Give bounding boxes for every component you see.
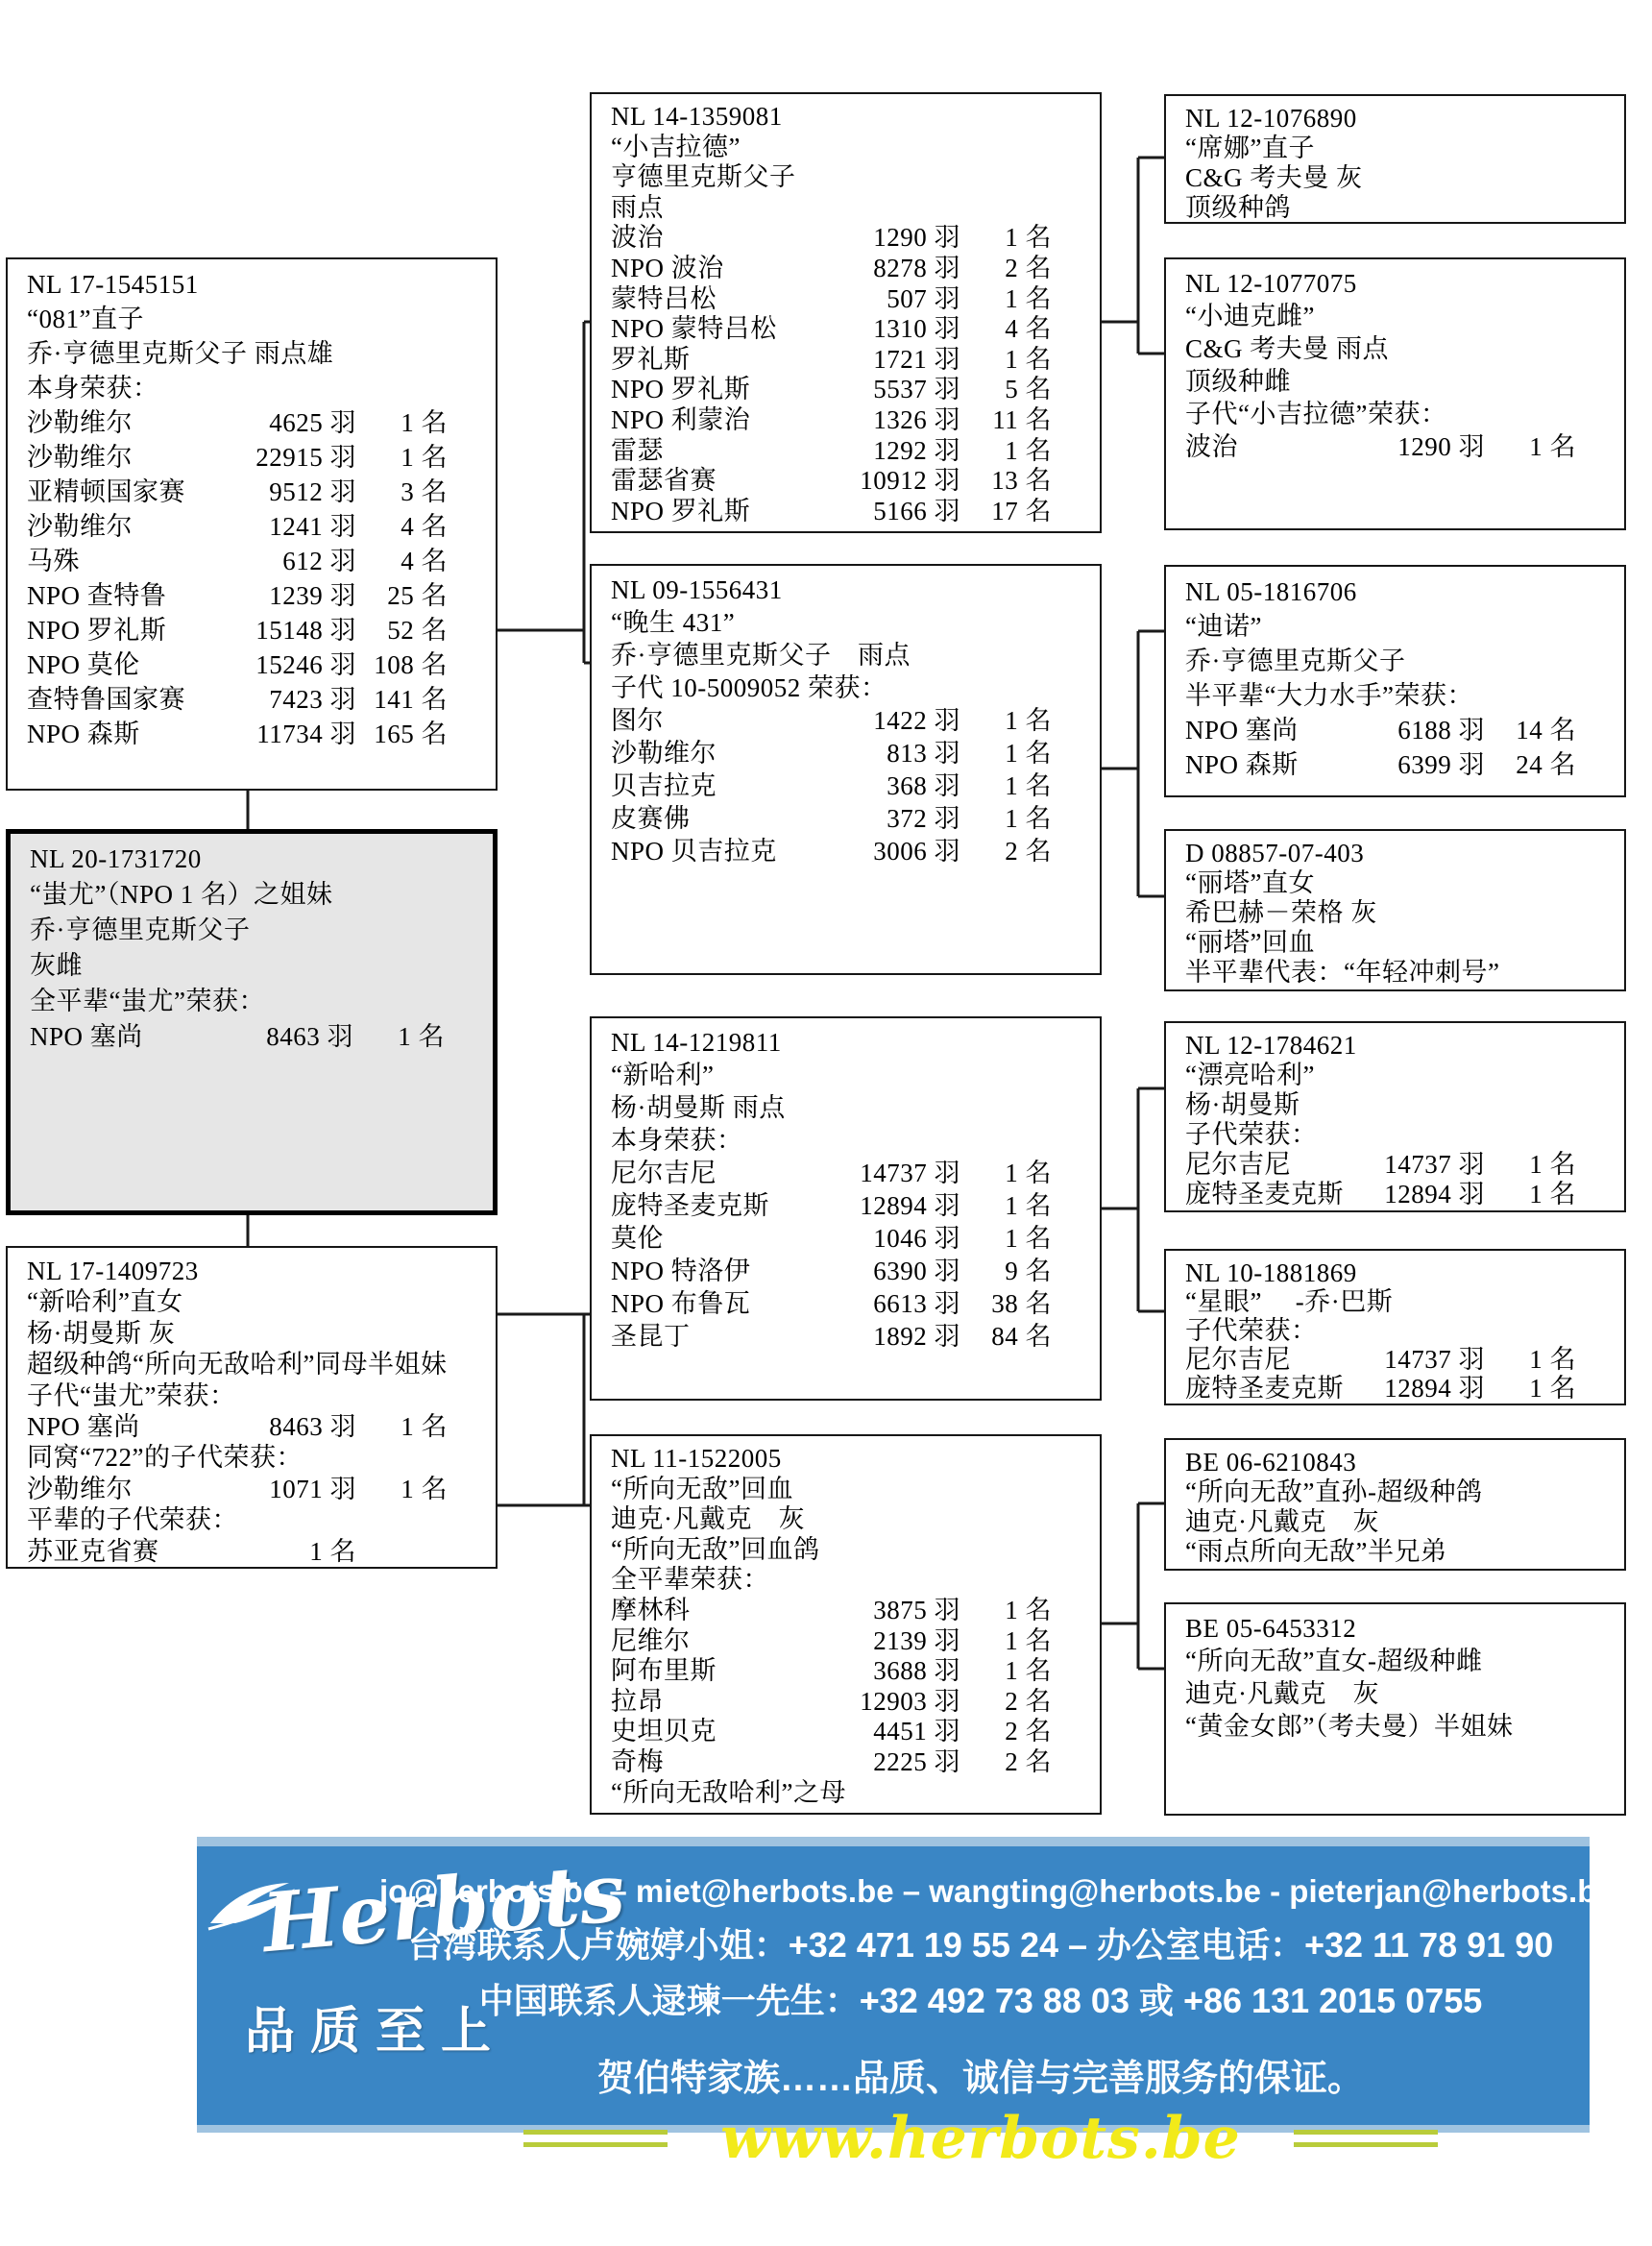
- race-name: 阿布里斯: [611, 1656, 717, 1686]
- race-name: NPO 蒙特吕松: [611, 314, 777, 344]
- race-rank: 108 名: [374, 650, 448, 679]
- race-rank: 141 名: [374, 685, 448, 714]
- race-name: 庞特圣麦克斯: [611, 1191, 769, 1220]
- race-birds: 3875 羽: [873, 1595, 960, 1624]
- race-name: 尼尔吉尼: [611, 1159, 717, 1187]
- race-birds: 9512 羽: [269, 477, 356, 506]
- race-birds: 12894 羽: [1384, 1374, 1485, 1403]
- box-text-line: 雨点: [611, 192, 664, 222]
- box-text-line: “小迪克雌”: [1185, 302, 1315, 330]
- race-name: 雷瑟省赛: [611, 466, 717, 496]
- race-name: 罗礼斯: [611, 344, 691, 374]
- race-name: NPO 塞尚: [27, 1412, 140, 1442]
- race-birds: 11734 羽: [256, 720, 356, 748]
- race-name: NPO 波治: [611, 253, 724, 282]
- box-text-line: 子代“蚩尤”荣获：: [27, 1380, 236, 1410]
- box-text-line: 迪克·凡戴克 灰: [1185, 1679, 1379, 1708]
- race-name: 沙勒维尔: [27, 443, 133, 472]
- race-rank: 165 名: [374, 720, 448, 748]
- race-name: 苏亚克省赛: [27, 1536, 159, 1566]
- race-result-row: [611, 1626, 1090, 1657]
- race-name: 史坦贝克: [611, 1717, 717, 1746]
- race-name: 摩林科: [611, 1595, 691, 1624]
- box-text-line: NL 20-1731720: [30, 844, 202, 873]
- race-rank: 1 名: [1529, 1180, 1576, 1208]
- race-rank: 4 名: [1005, 314, 1052, 344]
- race-result-row: [611, 375, 1090, 405]
- race-name: 圣昆丁: [611, 1322, 691, 1351]
- race-result-row: [611, 1747, 1090, 1778]
- box-text-line: 子代荣获：: [1185, 1316, 1318, 1345]
- box-text-line: 迪克·凡戴克 灰: [1185, 1507, 1379, 1536]
- race-name: NPO 贝吉拉克: [611, 837, 777, 866]
- race-birds: 15246 羽: [255, 650, 356, 679]
- race-rank: 1 名: [1005, 435, 1052, 465]
- box-text-line: “丽塔”回血: [1185, 928, 1315, 957]
- box-text-line: “漂亮哈利”: [1185, 1061, 1315, 1089]
- race-birds: 14737 羽: [1384, 1345, 1485, 1374]
- race-birds: 12894 羽: [860, 1191, 960, 1220]
- race-rank: 1 名: [1005, 706, 1052, 735]
- race-name: 马殊: [27, 547, 80, 575]
- box-text-line: 亨德里克斯父子: [611, 162, 796, 192]
- website-row: [379, 2105, 1582, 2172]
- box-text-line: 杨·胡曼斯 雨点: [611, 1093, 786, 1122]
- race-rank: 14 名: [1516, 716, 1576, 745]
- race-birds: 1241 羽: [269, 512, 356, 541]
- race-result-row: [27, 647, 486, 682]
- race-rank: 1 名: [1005, 739, 1052, 768]
- race-birds: 5537 羽: [873, 375, 960, 404]
- race-name: 蒙特吕松: [611, 283, 717, 313]
- pedigree-box-R6: [1164, 1249, 1626, 1405]
- box-text-line: NL 14-1219811: [611, 1028, 782, 1057]
- box-text-line: NL 17-1409723: [27, 1257, 199, 1285]
- race-result-row: [611, 769, 1090, 802]
- banner-contact-taiwan: 台湾联系人卢婉婷小姐：+32 471 19 55 24 – 办公室电话：+32 11 78 91 90: [407, 1925, 1554, 1965]
- pedigree-box-M4: [590, 1434, 1102, 1815]
- pedigree-box-R3: [1164, 565, 1626, 797]
- race-birds: 10912 羽: [860, 466, 960, 496]
- race-birds: 3688 羽: [873, 1656, 960, 1686]
- race-rank: 13 名: [991, 466, 1052, 496]
- box-text-line: 同窝“722”的子代荣获：: [27, 1443, 303, 1473]
- race-name: 查特鲁国家赛: [27, 685, 185, 714]
- race-birds: 1071 羽: [269, 1474, 356, 1503]
- race-birds: 8463 羽: [269, 1412, 356, 1442]
- box-text-line: “黄金女郎”（考夫曼）半姐妹: [1185, 1712, 1514, 1741]
- race-result-row: [611, 704, 1090, 737]
- box-text-line: D 08857-07-403: [1185, 839, 1365, 867]
- box-text-line: NL 12-1076890: [1185, 104, 1357, 133]
- race-rank: 1 名: [401, 443, 448, 472]
- race-result-row: [611, 466, 1090, 497]
- double-line-left-icon: [523, 2130, 668, 2147]
- box-text-line: 子代“小吉拉德”荣获：: [1185, 400, 1447, 428]
- race-rank: 38 名: [991, 1289, 1052, 1318]
- pedigree-box-L3: [6, 1246, 498, 1569]
- box-text-line: “蚩尤”（NPO 1 名）之姐妹: [30, 880, 333, 909]
- race-result-row: [27, 682, 486, 717]
- race-rank: 1 名: [401, 1412, 448, 1442]
- race-rank: 1 名: [1005, 283, 1052, 313]
- race-birds: 1721 羽: [873, 344, 960, 374]
- herbots-banner: [197, 1837, 1615, 2172]
- box-text-line: 杨·胡曼斯: [1185, 1090, 1300, 1119]
- race-result-row: [611, 1255, 1090, 1287]
- race-name: NPO 查特鲁: [27, 581, 167, 610]
- race-name: 亚精顿国家赛: [27, 477, 185, 506]
- race-rank: 4 名: [401, 547, 448, 575]
- race-result-row: [611, 1687, 1090, 1718]
- race-name: NPO 罗礼斯: [27, 616, 167, 645]
- race-birds: 1290 羽: [1397, 432, 1485, 461]
- box-text-line: 子代 10-5009052 荣获：: [611, 673, 887, 702]
- pedigree-box-M1: [590, 92, 1102, 533]
- race-birds: 1292 羽: [873, 435, 960, 465]
- race-result-row: [27, 613, 486, 647]
- box-text-line: 乔·亨德里克斯父子: [30, 915, 251, 944]
- race-name: NPO 森斯: [1185, 750, 1299, 779]
- box-text-line: 迪克·凡戴克 灰: [611, 1504, 805, 1534]
- race-result-row: [611, 254, 1090, 284]
- race-name: 庞特圣麦克斯: [1185, 1374, 1344, 1403]
- race-birds: 8463 羽: [266, 1022, 353, 1051]
- box-text-line: “雨点所向无敌”半兄弟: [1185, 1537, 1447, 1566]
- race-rank: 1 名: [1005, 1159, 1052, 1187]
- race-birds: 14737 羽: [860, 1159, 960, 1187]
- race-birds: 6613 羽: [873, 1289, 960, 1318]
- race-result-row: [611, 284, 1090, 315]
- race-result-row: [1185, 747, 1615, 782]
- box-text-line: “星眼” -乔·巴斯: [1185, 1287, 1394, 1316]
- race-birds: 6390 羽: [873, 1257, 960, 1285]
- race-birds: 7423 羽: [269, 685, 356, 714]
- box-text-line: 乔·亨德里克斯父子 雨点雄: [27, 339, 334, 368]
- race-name: 沙勒维尔: [27, 408, 133, 437]
- race-result-row: [1185, 713, 1615, 747]
- race-name: 尼维尔: [611, 1625, 691, 1655]
- race-rank: 1 名: [1005, 1191, 1052, 1220]
- race-name: 沙勒维尔: [27, 1474, 133, 1503]
- race-result-row: [1185, 1180, 1615, 1209]
- race-name: 尼尔吉尼: [1185, 1345, 1291, 1374]
- race-rank: 52 名: [387, 616, 448, 645]
- race-result-row: [27, 578, 486, 613]
- race-name: 波治: [1185, 432, 1238, 461]
- race-birds: 1892 羽: [873, 1322, 960, 1351]
- race-birds: 1046 羽: [873, 1224, 960, 1253]
- race-result-row: [27, 440, 486, 475]
- race-result-row: [611, 1656, 1090, 1687]
- race-birds: 6399 羽: [1397, 750, 1485, 779]
- race-name: NPO 特洛伊: [611, 1257, 751, 1285]
- box-text-line: “新哈利”直女: [27, 1287, 183, 1317]
- race-rank: 1 名: [1005, 344, 1052, 374]
- box-text-line: “所向无敌”回血: [611, 1474, 793, 1503]
- race-result-row: [611, 345, 1090, 376]
- box-text-line: 本身荣获：: [27, 374, 159, 403]
- race-birds: 1310 羽: [873, 314, 960, 344]
- race-rank: 4 名: [401, 512, 448, 541]
- race-result-row: [611, 737, 1090, 769]
- race-rank: 2 名: [1005, 837, 1052, 866]
- box-text-line: 乔·亨德里克斯父子 雨点: [611, 641, 911, 670]
- race-rank: 1 名: [401, 408, 448, 437]
- race-birds: 12903 羽: [860, 1686, 960, 1716]
- banner-content: [379, 1873, 1615, 2172]
- pedigree-box-R1: [1164, 94, 1626, 224]
- race-result-row: [27, 717, 486, 751]
- race-result-row: [611, 1222, 1090, 1255]
- race-rank: 1 名: [1005, 1224, 1052, 1253]
- box-text-line: “所向无敌”直女-超级种雌: [1185, 1647, 1483, 1675]
- box-text-line: “081”直子: [27, 305, 144, 333]
- race-name: 波治: [611, 223, 664, 253]
- box-text-line: 顶级种雌: [1185, 367, 1291, 396]
- race-birds: 14737 羽: [1384, 1150, 1485, 1179]
- race-birds: 6188 羽: [1397, 716, 1485, 745]
- race-result-row: [27, 1411, 486, 1442]
- box-text-line: 乔·亨德里克斯父子: [1185, 647, 1406, 675]
- box-text-line: C&G 考夫曼 灰: [1185, 163, 1363, 192]
- race-birds: 12894 羽: [1384, 1180, 1485, 1208]
- race-result-row: [27, 544, 486, 578]
- race-rank: 3 名: [401, 477, 448, 506]
- race-birds: 22915 羽: [255, 443, 356, 472]
- box-text-line: “小吉拉德”: [611, 132, 741, 161]
- box-text-line: “晚生 431”: [611, 608, 736, 637]
- race-result-row: [611, 314, 1090, 345]
- race-name: 图尔: [611, 706, 664, 735]
- race-result-row: [1185, 1345, 1615, 1374]
- race-result-row: [611, 1287, 1090, 1320]
- race-result-row: [611, 1157, 1090, 1189]
- pedigree-box-L1: [6, 257, 498, 791]
- race-name: 莫伦: [611, 1224, 664, 1253]
- race-rank: 1 名: [1005, 223, 1052, 253]
- race-name: NPO 罗礼斯: [611, 496, 751, 525]
- race-name: 沙勒维尔: [27, 512, 133, 541]
- race-rank: 11 名: [992, 404, 1052, 434]
- race-birds: 1290 羽: [873, 223, 960, 253]
- box-text-line: “新哈利”: [611, 1061, 715, 1089]
- pedigree-box-M3: [590, 1016, 1102, 1401]
- race-rank: 1 名: [1005, 1625, 1052, 1655]
- box-text-line: 半平辈代表：“年轻冲刺号”: [1185, 958, 1500, 987]
- box-text-line: NL 11-1522005: [611, 1444, 782, 1473]
- race-result-row: [1185, 430, 1615, 463]
- race-rank: 2 名: [1005, 253, 1052, 282]
- race-result-row: [611, 1320, 1090, 1353]
- race-birds: 368 羽: [887, 771, 960, 800]
- box-text-line: BE 05-6453312: [1185, 1614, 1357, 1643]
- race-name: NPO 森斯: [27, 720, 140, 748]
- race-name: NPO 塞尚: [1185, 716, 1299, 745]
- pedigree-box-L2-subject: [6, 829, 498, 1215]
- race-name: NPO 利蒙治: [611, 404, 751, 434]
- race-birds: 507 羽: [887, 283, 960, 313]
- box-text-line: 灰雌: [30, 951, 83, 980]
- banner-contact-china: 中国联系人逯瑓一先生：+32 492 73 88 03 或 +86 131 2015 0755: [478, 1981, 1483, 2020]
- box-text-line: BE 06-6210843: [1185, 1448, 1357, 1477]
- race-name: 贝吉拉克: [611, 771, 717, 800]
- race-name: NPO 布鲁瓦: [611, 1289, 751, 1318]
- race-name: 拉昂: [611, 1686, 664, 1716]
- race-result-row: [30, 1019, 483, 1055]
- box-text-line: 全平辈荣获：: [611, 1565, 769, 1595]
- race-result-row: [611, 436, 1090, 467]
- race-birds: 4625 羽: [269, 408, 356, 437]
- race-rank: 1 名: [401, 1474, 448, 1503]
- race-rank: 2 名: [1005, 1717, 1052, 1746]
- race-result-row: [27, 1474, 486, 1504]
- race-rank: 9 名: [1005, 1257, 1052, 1285]
- race-rank: 17 名: [991, 496, 1052, 525]
- box-text-line: 平辈的子代荣获：: [27, 1505, 238, 1535]
- race-result-row: [611, 835, 1090, 867]
- box-text-line: NL 14-1359081: [611, 102, 783, 131]
- race-rank: 1 名: [1529, 1374, 1576, 1403]
- race-result-row: [611, 802, 1090, 835]
- race-rank: 1 名: [398, 1022, 445, 1051]
- banner-emails: jo@herbots.be – miet@herbots.be – wangting@herbots.be - pieterjan@herbots.be: [379, 1873, 1615, 1909]
- box-text-line: “所向无敌”回血鸽: [611, 1534, 820, 1564]
- box-text-line: 超级种鸽“所向无敌哈利”同母半姐妹: [27, 1350, 448, 1379]
- box-text-line: 希巴赫－荣格 灰: [1185, 898, 1377, 927]
- race-result-row: [1185, 1150, 1615, 1180]
- race-birds: 1239 羽: [269, 581, 356, 610]
- race-name: 庞特圣麦克斯: [1185, 1180, 1344, 1208]
- box-text-line: 全平辈“蚩尤”荣获：: [30, 987, 265, 1015]
- race-rank: [356, 1536, 448, 1567]
- race-name: NPO 罗礼斯: [611, 375, 751, 404]
- race-rank: 2 名: [1005, 1746, 1052, 1776]
- race-rank: 1 名: [1529, 1150, 1576, 1179]
- box-text-line: C&G 考夫曼 雨点: [1185, 334, 1390, 363]
- race-rank: 1 名: [1005, 804, 1052, 833]
- race-rank: 24 名: [1516, 750, 1576, 779]
- double-line-right-icon: [1294, 2130, 1438, 2147]
- box-text-line: 半平辈“大力水手”荣获：: [1185, 681, 1473, 710]
- box-text-line: NL 17-1545151: [27, 270, 199, 299]
- race-name: 奇梅: [611, 1746, 664, 1776]
- race-birds: 1326 羽: [873, 404, 960, 434]
- herbots-logo-slogan: 品质至上: [245, 2004, 507, 2060]
- box-text-line: “席娜”直子: [1185, 134, 1315, 162]
- race-result-row: [1185, 1374, 1615, 1403]
- box-text-line: “所向无敌哈利”之母: [611, 1777, 846, 1807]
- pedigree-box-R8: [1164, 1602, 1626, 1816]
- race-result-row: [611, 1717, 1090, 1747]
- box-text-line: NL 05-1816706: [1185, 577, 1357, 606]
- race-name: 皮赛佛: [611, 804, 691, 833]
- race-name: NPO 塞尚: [30, 1022, 143, 1051]
- race-rank: 25 名: [387, 581, 448, 610]
- banner-slogan: 贺伯特家族……品质、诚信与完善服务的保证。: [596, 2059, 1364, 2099]
- race-name: 尼尔吉尼: [1185, 1150, 1291, 1179]
- pedigree-box-R5: [1164, 1021, 1626, 1212]
- race-name: 沙勒维尔: [611, 739, 717, 768]
- race-birds: 2139 羽: [873, 1625, 960, 1655]
- race-rank: 84 名: [991, 1322, 1052, 1351]
- race-birds: 612 羽: [282, 547, 356, 575]
- race-birds: 1 名: [309, 1536, 356, 1566]
- race-birds: 5166 羽: [873, 496, 960, 525]
- race-birds: 1422 羽: [873, 706, 960, 735]
- race-birds: 372 羽: [887, 804, 960, 833]
- race-result-row: [27, 475, 486, 509]
- herbots-logo-text: Herbots: [258, 1843, 629, 1971]
- race-rank: 2 名: [1005, 1686, 1052, 1716]
- pedigree-box-R4: [1164, 829, 1626, 991]
- pedigree-box-R2: [1164, 257, 1626, 530]
- race-rank: 1 名: [1529, 432, 1576, 461]
- race-birds: 8278 羽: [873, 253, 960, 282]
- race-result-row: [27, 1536, 486, 1567]
- race-rank: 1 名: [1005, 771, 1052, 800]
- race-result-row: [611, 223, 1090, 254]
- box-text-line: NL 12-1077075: [1185, 269, 1357, 298]
- race-result-row: [611, 1596, 1090, 1626]
- race-birds: 15148 羽: [255, 616, 356, 645]
- race-rank: 1 名: [1529, 1345, 1576, 1374]
- race-result-row: [611, 1189, 1090, 1222]
- pedigree-box-M2: [590, 564, 1102, 975]
- box-text-line: NL 09-1556431: [611, 575, 783, 604]
- race-rank: 1 名: [1005, 1595, 1052, 1624]
- box-text-line: 本身荣获：: [611, 1126, 743, 1155]
- race-name: 雷瑟: [611, 435, 664, 465]
- race-name: NPO 莫伦: [27, 650, 140, 679]
- race-result-row: [27, 509, 486, 544]
- box-text-line: 子代荣获：: [1185, 1120, 1318, 1149]
- box-text-line: NL 12-1784621: [1185, 1031, 1357, 1060]
- pedigree-box-R7: [1164, 1438, 1626, 1571]
- website-link[interactable]: www.herbots.be: [720, 2105, 1241, 2172]
- box-text-line: 顶级种鸽: [1185, 193, 1291, 222]
- race-birds: 3006 羽: [873, 837, 960, 866]
- race-birds: 4451 羽: [873, 1717, 960, 1746]
- race-rank: 1 名: [1005, 1656, 1052, 1686]
- race-birds: 2225 羽: [873, 1746, 960, 1776]
- race-result-row: [611, 405, 1090, 436]
- box-text-line: “所向无敌”直孙-超级种鸽: [1185, 1477, 1483, 1506]
- box-text-line: “迪诺”: [1185, 612, 1262, 641]
- race-rank: 5 名: [1005, 375, 1052, 404]
- box-text-line: “丽塔”直女: [1185, 868, 1315, 897]
- race-result-row: [611, 497, 1090, 527]
- race-birds: 813 羽: [887, 739, 960, 768]
- box-text-line: 杨·胡曼斯 灰: [27, 1318, 176, 1348]
- race-result-row: [27, 405, 486, 440]
- box-text-line: NL 10-1881869: [1185, 1258, 1357, 1287]
